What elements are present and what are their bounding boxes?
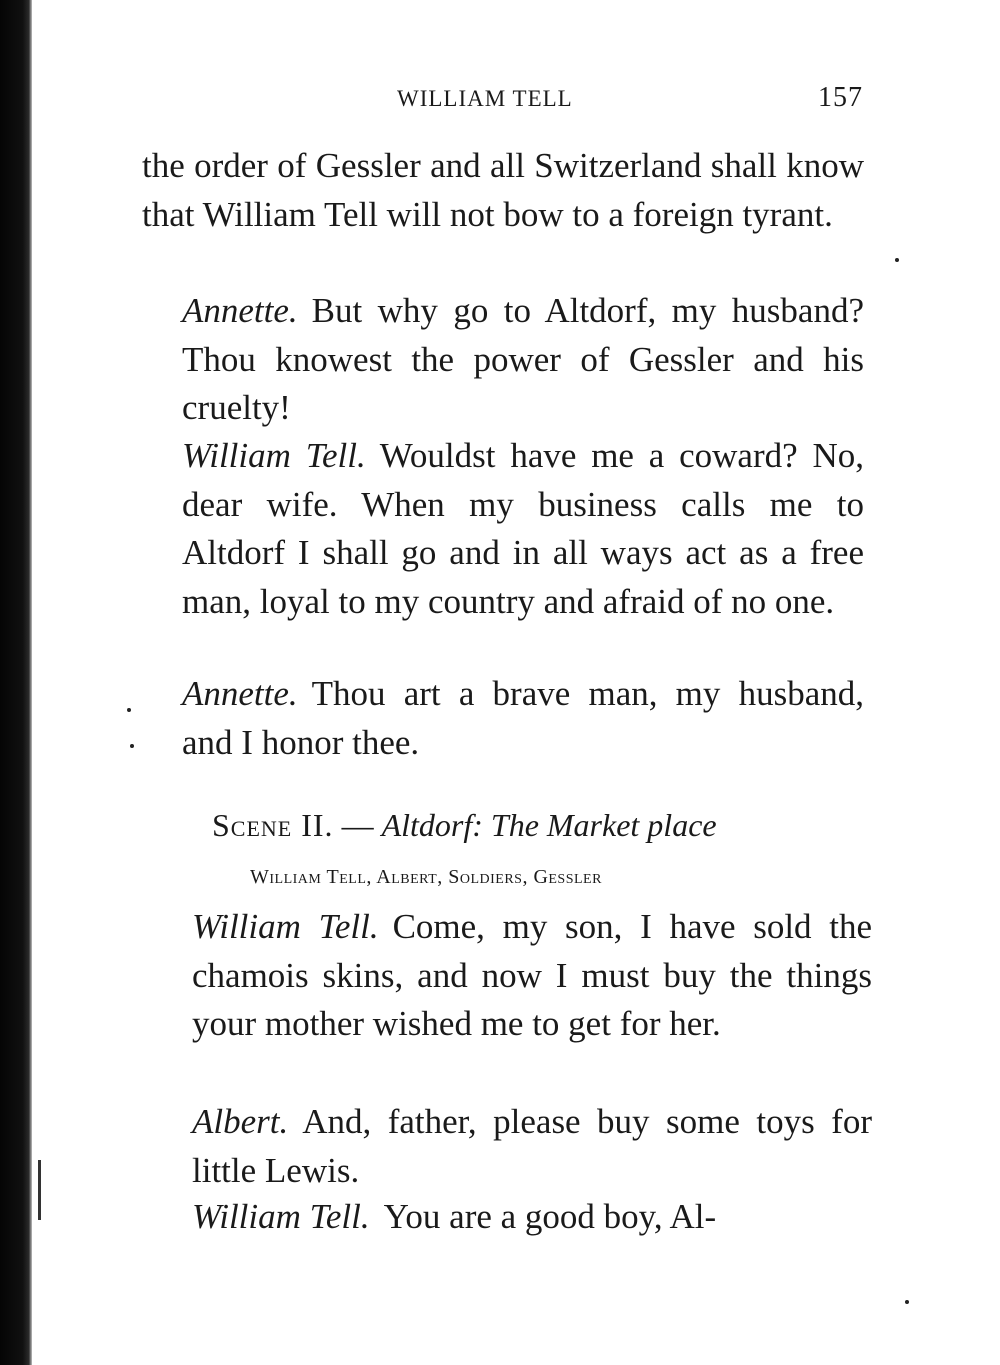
gutter-mark [38, 1160, 41, 1220]
scene-characters: William Tell, Albert, Soldiers, Gessler [250, 866, 602, 888]
speaker-name: William Tell. [192, 1197, 370, 1236]
speaker-name: William Tell. [182, 436, 366, 475]
dialogue-william-tell-1 [142, 432, 864, 626]
page-header [0, 82, 1000, 122]
dialogue-annette-1 [142, 287, 864, 433]
scan-speck [130, 744, 134, 748]
speaker-name: William Tell. [192, 907, 379, 946]
dialogue-text: Thou art a brave man, my husband, and I honor thee. [182, 674, 864, 762]
dialogue-text: You are a good boy, Al- [383, 1197, 717, 1236]
dialogue-text: But why go to Altdorf, my husband? Thou knowest the power of Gessler and his cruelty! [182, 291, 864, 427]
scene-place: Altdorf: The Market place [381, 807, 717, 843]
book-gutter-shadow [0, 0, 32, 1365]
running-title: WILLIAM TELL [397, 86, 573, 111]
scan-speck [127, 708, 131, 712]
scene-dash: — [341, 807, 374, 843]
speaker-name: Annette. [182, 291, 298, 330]
paragraph-continuation [142, 142, 864, 239]
scene-heading [212, 802, 832, 848]
dialogue-annette-2 [142, 670, 864, 767]
speaker-name: Albert. [192, 1102, 289, 1141]
scan-speck [895, 258, 899, 262]
dialogue-william-tell-2 [152, 903, 872, 1049]
dialogue-albert [152, 1098, 872, 1195]
dialogue-william-tell-3 [152, 1193, 872, 1242]
dialogue-text: Come, my son, I have sold the chamois skins, and now I must buy the things your mother wished me to get for her. [192, 907, 872, 1043]
scan-speck [905, 1300, 909, 1304]
speaker-name: Annette. [182, 674, 298, 713]
dialogue-text: Wouldst have me a coward? No, dear wife. When my business calls me to Altdorf I shall go and in all ways act as a free man, loyal to my country and afraid of no one. [182, 436, 864, 621]
paragraph-text: the order of Gessler and all Switzerland shall know that William Tell will not bow to a foreign tyrant. [142, 146, 864, 234]
dialogue-text: And, father, please buy some toys for little Lewis. [192, 1102, 872, 1190]
scene-label: Scene II. [212, 807, 334, 843]
page-number: 157 [818, 82, 863, 113]
